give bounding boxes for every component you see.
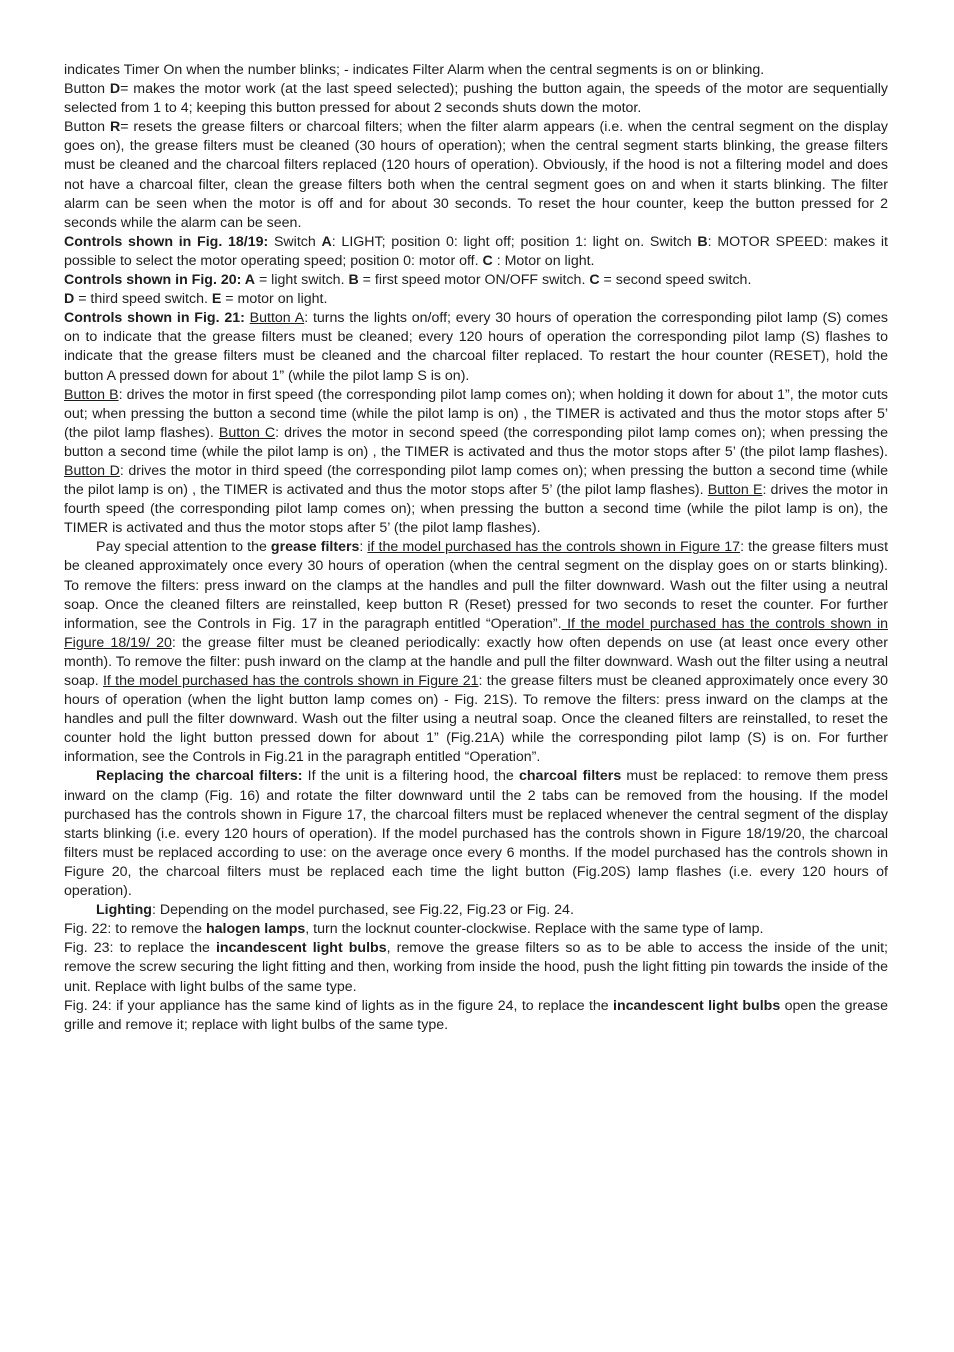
bold-text: C — [589, 272, 600, 289]
text-run: Fig. 22: to remove the — [64, 921, 206, 938]
bold-text: Lighting — [96, 902, 152, 919]
underlined-text: If the model purchased has the controls shown in Figure 18/19/ 20 — [64, 615, 889, 651]
text-run: , remove the grease filters so as to be able to access the inside of the unit; remove the screw securing the light fitting and then, working from inside the hood, push the light fitting pin towards the inside of the unit. Replace with light bulbs of the same type. — [64, 940, 888, 995]
text-run: : Depending on the model purchased, see Fig.22, Fig.23 or Fig. 24. — [151, 902, 574, 919]
text-run: Switch — [268, 233, 322, 250]
paragraph — [64, 80, 888, 118]
paragraph — [64, 118, 888, 233]
paragraph — [64, 997, 888, 1035]
underlined-text: if the model purchased has the controls shown in Figure 17 — [367, 539, 741, 556]
bold-text: E — [211, 291, 222, 308]
bold-text: Replacing the charcoal filters: — [96, 768, 303, 785]
paragraph — [64, 767, 888, 901]
text-run: : drives the motor in third speed (the corresponding pilot lamp comes on); when pressing the button a second time (while the pilot lamp is on) , the TIMER is activated and thus the motor stops after 5’ (the pilot lamp flashes). — [64, 462, 888, 499]
text-run: must be replaced: to remove them press inward on the clamp (Fig. 16) and rotate the filter downward until the 2 tabs can be removed from the housing. If the model purchased has the controls shown in Figure 17, the charcoal filters must be replaced whenever the central segment of the display starts blinking (i.e. every 120 hours of operation). If the model purchased has the controls shown in Figure 18/19/20, the charcoal filters must be replaced according to use: on the average once every 6 months. If the model purchased has the controls shown in Figure 20, the charcoal filters must be replaced each time the light button (Fig.20S) lamp flashes (i.e. every 120 hours of operation). — [64, 768, 889, 900]
text-run: Pay special attention to the — [96, 539, 271, 556]
text-run: : the grease filters must be cleaned approximately once every 30 hours of operation (when the central segment on the display goes on or starts blinking). To remove the filters: press inward on the clamps at the handles and pull the filter downward. Wash out the filter using a neutral soap. Once the cleaned filters are reinstalled, keep button R (Reset) pressed for two seconds to reset the counter. For further information, see the Controls in Fig. 17 in the paragraph entitled “Operation”. — [64, 539, 889, 632]
text-run: : — [359, 539, 368, 556]
text-run: : drives the motor in second speed (the corresponding pilot lamp comes on); when pressing the button a second time (while the pilot lamp is on) , the TIMER is activated and thus the motor stops after 5’ (the pilot lamp flashes). — [64, 424, 888, 460]
paragraph — [64, 939, 888, 996]
underlined-text: Button B — [64, 386, 119, 403]
underlined-text: If the model purchased has the controls shown in Figure 21 — [102, 673, 479, 689]
text-run: : drives the motor in fourth speed (the corresponding pilot lamp comes on); when pressing the button a second time (while the pilot lamp is on), the TIMER is activated and thus the motor stops after 5’ (the pilot lamp flashes). — [64, 482, 888, 537]
bold-text: B — [697, 233, 708, 250]
text-run: = resets the grease filters or charcoal filters; when the filter alarm appears (i.e. when the central segment on the display goes on), the grease filters must be cleaned (30 hours of operation); when the central segment starts blinking, the grease filters must be cleaned and the charcoal filters replaced (120 hours of operation). Obviously, if the hood is not a filtering model and does not have a charcoal filter, clean the grease filters both when the central segment goes on and when it starts blinking. The filter alarm can be seen when the motor is off and for about 30 seconds. To reset the hour counter, keep the button pressed for 2 seconds while the alarm can be seen. — [64, 119, 888, 231]
text-run: : the grease filter must be cleaned periodically: exactly how often depends on use (at least once every other month). To remove the filter: push inward on the clamp at the handle and pull the filter downward. Wash out the filter using a neutral soap. — [64, 634, 888, 689]
bold-text: D — [64, 291, 75, 308]
text-run: , turn the locknut counter-clockwise. Replace with the same type of lamp. — [305, 921, 764, 938]
bold-text: A — [321, 233, 332, 250]
paragraph — [64, 920, 888, 939]
paragraph — [64, 271, 888, 290]
text-run: : LIGHT; position 0: light off; position 1: light on. Switch — [331, 233, 698, 250]
text-run: Fig. 23: to replace the — [64, 940, 216, 957]
bold-text: grease filters — [270, 539, 360, 556]
bold-text: halogen lamps — [205, 921, 306, 938]
document-body — [64, 61, 888, 1035]
paragraph — [64, 538, 888, 767]
paragraph — [64, 233, 888, 271]
underlined-text: Button E — [707, 482, 763, 499]
text-run: open the grease grille and remove it; replace with light bulbs of the same type. — [64, 997, 888, 1033]
bold-text: charcoal filters — [519, 768, 622, 785]
bold-text: R — [109, 119, 121, 136]
bold-text: Controls shown in Fig. 18/19: — [64, 233, 269, 250]
bold-text: D — [109, 81, 121, 98]
underlined-text: Button C — [218, 424, 276, 441]
text-run: = first speed motor ON/OFF switch. — [358, 272, 590, 289]
text-run: = light switch. — [255, 272, 349, 289]
paragraph — [64, 290, 888, 309]
bold-text: C — [482, 252, 493, 269]
bold-text: B — [348, 272, 359, 289]
text-run: indicates Timer On when the number blinks; - indicates Filter Alarm when the central segments is on or blinking. — [64, 62, 765, 78]
bold-text: A — [244, 272, 256, 289]
text-run: : drives the motor in first speed (the corresponding pilot lamp comes on); when holding it down for about 1”, the motor cuts out; when pressing the button a second time (while the pilot lamp is on) , the TIMER is activated and thus the motor stops after 5’ (the pilot lamp flashes). — [64, 386, 888, 441]
text-run: = makes the motor work (at the last speed selected); pushing the button again, the speeds of the motor are sequentially selected from 1 to 4; keeping this button pressed for about 2 seconds shuts down the motor. — [64, 81, 888, 117]
bold-text: Controls shown in Fig. 21: — [64, 310, 245, 327]
text-run: : Motor on light. — [492, 252, 595, 269]
text-run: Button — [64, 119, 110, 136]
paragraph — [64, 61, 888, 80]
underlined-text: Button A — [249, 310, 305, 327]
bold-text: Controls shown in Fig. 20: — [64, 272, 245, 289]
underlined-text: Button D — [64, 462, 120, 479]
text-run: Fig. 24: if your appliance has the same kind of lights as in the figure 24, to replace the — [64, 997, 614, 1014]
bold-text: incandescent light bulbs — [613, 997, 781, 1014]
paragraph — [64, 309, 888, 385]
text-run: : turns the lights on/off; every 30 hours of operation the corresponding pilot lamp (S) comes on to indicate that the grease filters must be cleaned; every 120 hours of operation the corresponding pilot lamp (S) flashes to indicate that the grease filters must be cleaned and the charcoal filter replaced. To restart the hour counter (RESET), hold the button A pressed down for about 1” (while the pilot lamp S is on). — [64, 310, 889, 384]
text-run: : MOTOR SPEED: makes it possible to select the motor operating speed; position 0: motor off. — [64, 233, 888, 269]
paragraph — [64, 386, 888, 539]
text-run: = second speed switch. — [599, 272, 752, 289]
text-run: = third speed switch. — [74, 291, 212, 308]
bold-text: incandescent light bulbs — [215, 940, 387, 957]
text-run: : the grease filters must be cleaned approximately once every 30 hours of operation (when the light button lamp comes on) - Fig. 21S). To remove the filters: press inward on the clamps at the handles and pull the filter downward. Wash out the filter using a neutral soap. Once the cleaned filters are reinstalled, to reset the counter hold the light button pressed down for about 1” (Fig.21A) while the corresponding pilot lamp (S) is on. For further information, see the Controls in Fig.21 in the paragraph entitled “Operation”. — [64, 673, 888, 766]
text-run: Button — [64, 81, 110, 98]
text-run: If the unit is a filtering hood, the — [302, 768, 519, 785]
text-run: = motor on light. — [221, 291, 328, 308]
paragraph — [64, 901, 888, 920]
